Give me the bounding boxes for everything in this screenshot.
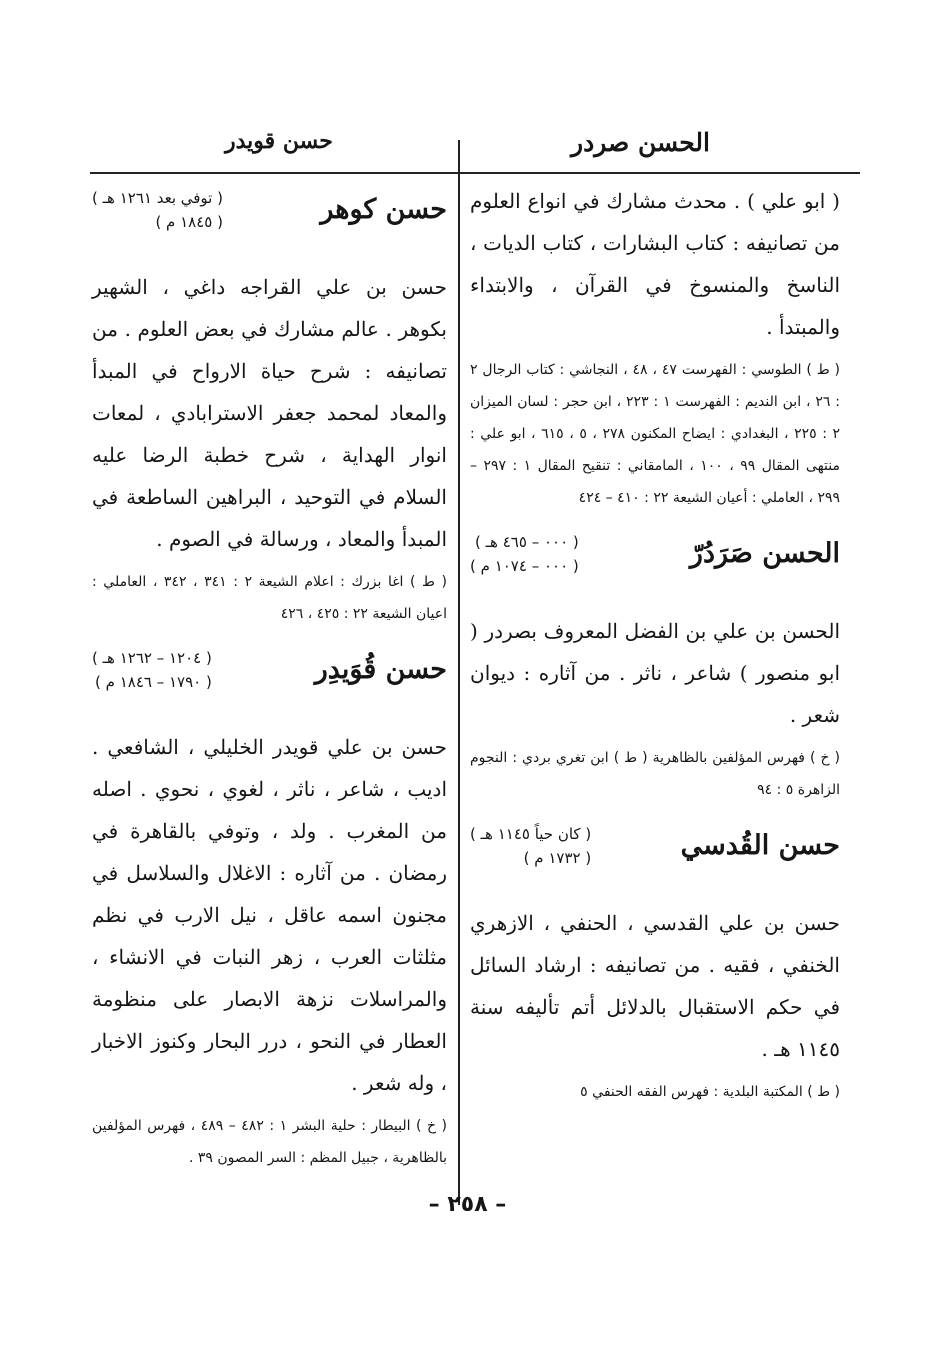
- page-number: – ٢٥٨ –: [428, 1192, 507, 1217]
- header-rule: [90, 172, 860, 174]
- entry-name: حسن كوهر: [320, 194, 447, 225]
- column-divider: [458, 140, 460, 1205]
- left-column-title: حسن قويدر: [225, 128, 333, 154]
- page-header: [90, 118, 860, 168]
- entry-references: ( ط ) المكتبة البلدية : فهرس الفقه الحنفي ٥: [580, 1084, 840, 1100]
- entry-text: ( ابو علي ) . محدث مشارك في انواع العلوم من تصانيفه : كتاب البشارات ، كتاب الديات ، الناسخ والمنسوخ في القرآن ، والابتداء والمبتدأ .: [470, 189, 840, 339]
- entry-name: الحسن صَرَدُرّ: [689, 538, 840, 569]
- entry-text: حسن بن علي القراجه داغي ، الشهير بكوهر . عالم مشارك في بعض العلوم . من تصانيفه : شرح حياة الارواح في المبدأ والمعاد لمحمد جعفر الاسترابادي ، لمعات انوار الهداية ، شرح خطبة الرضا عليه السلام في التوحيد ، البراهين الساطعة في المبدأ والمعاد ، ورسالة في الصوم .: [92, 275, 447, 551]
- right-column-title: الحسن صردر: [571, 128, 710, 157]
- entry-text: الحسن بن علي بن الفضل المعروف بصردر ( ابو منصور ) شاعر ، ناثر . من آثاره : ديوان شعر .: [470, 619, 840, 727]
- dates-gregorian: ( ١٧٣٢ م ): [523, 849, 592, 867]
- entry-dates: [470, 530, 579, 578]
- entry-name: حسن القُدسي: [680, 830, 840, 861]
- entry-dates: [92, 646, 212, 694]
- entry-header: [470, 816, 840, 902]
- left-column: [92, 180, 447, 1174]
- dates-gregorian: ( ١٨٤٥ م ): [155, 213, 223, 231]
- entry-text: حسن بن علي قويدر الخليلي ، الشافعي . اديب ، شاعر ، ناثر ، لغوي ، نحوي . اصله من المغرب . ولد ، وتوفي بالقاهرة في رمضان . من آثاره : الاغلال والسلاسل في مجنون اسمه عاقل ، نيل الارب في نظم مثلثات العرب ، زهر النبات في الانشاء ، والمراسلات نزهة الابصار على منظومة العطار في النحو ، درر البحار وكنوز الاخبار ، وله شعر .: [92, 735, 447, 1095]
- entry-references: ( خ ) البيطار : حلية البشر ١ : ٤٨٢ – ٤٨٩ ، فهرس المؤلفين بالظاهرية ، جبيل المظم : السر المصون ٣٩ .: [92, 1118, 448, 1166]
- entry-text: حسن بن علي القدسي ، الحنفي ، الازهري الخنفي ، فقيه . من تصانيفه : ارشاد السائل في حكم الاستقبال بالدلائل أتم تأليفه سنة ١١٤٥ هـ .: [470, 911, 840, 1061]
- entry-dates: [470, 822, 591, 870]
- entry-header: [92, 640, 447, 726]
- dates-hijri: ( كان حياً ١١٤٥ هـ ): [470, 825, 592, 843]
- right-column: [470, 180, 840, 1108]
- dates-hijri: ( ٠٠٠ – ٤٦٥ هـ ): [475, 533, 579, 551]
- entry-name: حسن قُوَيدِر: [314, 654, 447, 685]
- dates-gregorian: ( ٠٠٠ – ١٠٧٤ م ): [470, 557, 579, 575]
- dates-gregorian: ( ١٧٩٠ – ١٨٤٦ م ): [95, 673, 212, 691]
- dates-hijri: ( ١٢٠٤ – ١٢٦٢ هـ ): [92, 649, 212, 667]
- entry-dates: [92, 186, 223, 234]
- entry-references: ( ط ) الطوسي : الفهرست ٤٧ ، ٤٨ ، النجاشي : كتاب الرجال ٢ : ٢٦ ، ابن النديم : الفهرست ١ : ٢٢٣ ، ابن حجر : لسان الميزان ٢ : ٢٢٥ ، البغدادي : ايضاح المكنون ٢٧٨ ، ٥ ، ٦١٥ ، ابو علي : منتهى المقال ٩٩ ، ١٠٠ ، المامقاني : تنقيح المقال ١ : ٢٩٧ – ٢٩٩ ، العاملي : أعيان الشيعة ٢٢ : ٤١٠ – ٤٢٤: [470, 362, 841, 506]
- entry-header: [92, 180, 447, 266]
- entry-references: ( ط ) اغا بزرك : اعلام الشيعة ٢ : ٣٤١ ، ٣٤٢ ، العاملي : اعيان الشيعة ٢٢ : ٤٢٥ ، ٤٢٦: [92, 574, 447, 622]
- entry-header: [470, 524, 840, 610]
- dates-hijri: ( توفي بعد ١٢٦١ هـ ): [92, 189, 223, 207]
- entry-references: ( خ ) فهرس المؤلفين بالظاهرية ( ط ) ابن تغري بردي : النجوم الزاهرة ٥ : ٩٤: [470, 750, 840, 798]
